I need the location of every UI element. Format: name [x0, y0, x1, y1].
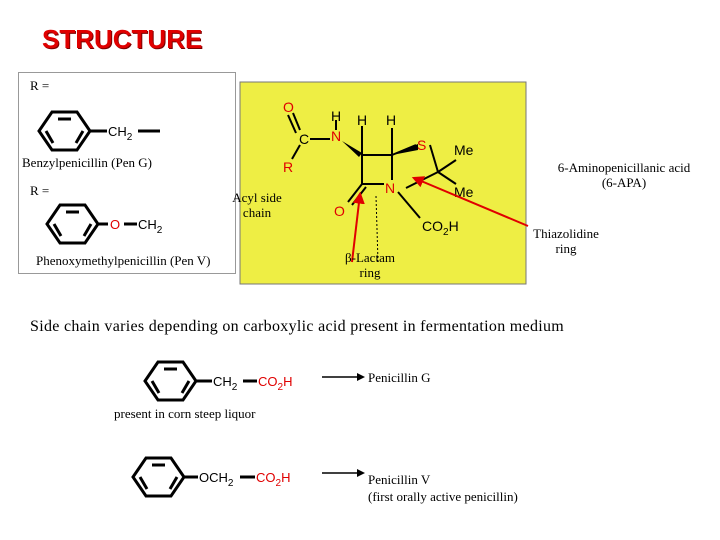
- penicillin-v-label: Penicillin V: [368, 472, 431, 487]
- example-g-arrowhead: [357, 373, 365, 381]
- benzene-ring-example-v: [133, 458, 255, 496]
- beta-lactam-label: β-Lactam ring: [345, 250, 395, 280]
- corn-steep-liquor-note: present in corn steep liquor: [114, 406, 256, 421]
- r-label-1: R =: [30, 78, 50, 93]
- example-v-arrowhead: [357, 469, 365, 477]
- penicillin-v-note: (first orally active penicillin): [368, 489, 518, 504]
- atom-s: S: [417, 137, 427, 153]
- atom-n2: N: [385, 180, 396, 196]
- atom-me-1: Me: [454, 142, 474, 158]
- atom-co2h: $CO_2H$: [422, 218, 459, 238]
- pen-v-name: Phenoxymethylpenicillin (Pen V): [36, 253, 211, 268]
- example-v-och2: $OCH_2$: [199, 470, 234, 489]
- thiazolidine-label: Thiazolidine ring: [533, 226, 599, 256]
- example-g-co2h: $CO_2H$: [258, 374, 293, 393]
- atom-h2: H: [357, 112, 368, 128]
- pen-v-ch2: $CH_2$: [138, 217, 163, 236]
- benzene-ring-pen-v: [47, 205, 137, 243]
- atom-me-2: Me: [454, 184, 474, 200]
- atom-n1: N: [331, 128, 342, 144]
- benzene-ring-example-g: [145, 362, 257, 400]
- r-label-2: R =: [30, 183, 50, 198]
- atom-o-bottom: O: [334, 203, 345, 219]
- apa-label: 6-Aminopenicillanic acid (6-APA): [557, 160, 691, 190]
- example-g-ch2: $CH_2$: [213, 374, 238, 393]
- pen-g-name: Benzylpenicillin (Pen G): [22, 155, 152, 170]
- page-title: STRUCTURE: [42, 24, 203, 54]
- pen-v-oxygen: O: [110, 217, 121, 232]
- acyl-side-chain-label: Acyl side chain: [232, 190, 282, 220]
- atom-h3: H: [386, 112, 397, 128]
- pen-g-ch2: $CH_2$: [108, 124, 133, 143]
- atom-r: R: [283, 159, 294, 175]
- atom-o-top: O: [283, 99, 294, 115]
- atom-h1: H: [331, 108, 342, 124]
- examples-drawing: [0, 340, 720, 540]
- benzene-ring-pen-g: [39, 112, 160, 150]
- side-chain-banner: Side chain varies depending on carboxylic acid present in fermentation medium: [30, 318, 565, 335]
- example-v-co2h: $CO_2H$: [256, 470, 291, 489]
- penicillin-g-label: Penicillin G: [368, 370, 431, 385]
- atom-c: C: [299, 131, 310, 147]
